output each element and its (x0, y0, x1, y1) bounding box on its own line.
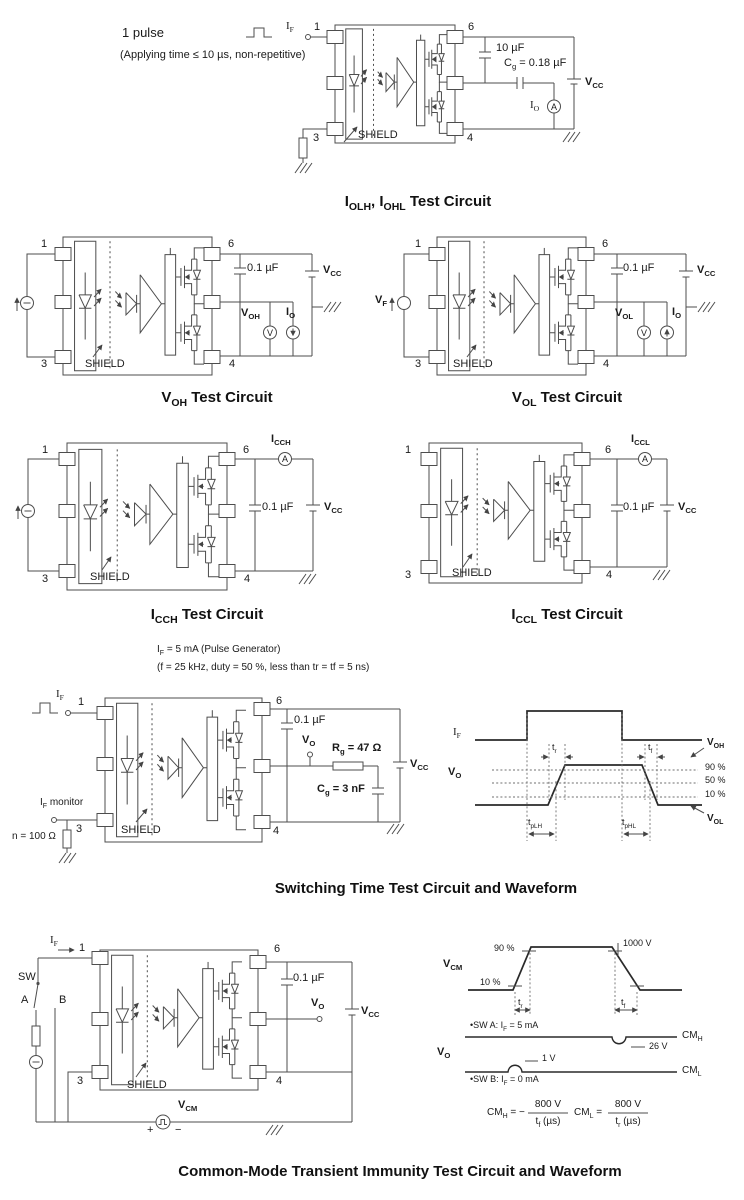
cm-cap-label: 0.1 µF (293, 972, 325, 984)
sw-rn-label: n = 100 Ω (12, 831, 56, 842)
icch-shield-label: SHIELD (90, 571, 130, 583)
vol-shield-label: SHIELD (453, 358, 493, 370)
c1-pin1-label: 1 (314, 21, 321, 33)
icch-circuit (18, 443, 320, 590)
cmwf-formula2-num: 800 V (614, 1099, 642, 1110)
c1-shield-label: SHIELD (358, 129, 398, 141)
sw-rg-label: $R_g = 47$ Ω (332, 742, 382, 757)
swwf-tf-label: $t_f$ (648, 742, 653, 755)
cm-vcm-label: $V_{CM}$ (178, 1099, 198, 1114)
swwf-tphl-label: $t_{pHL}$ (622, 817, 637, 830)
swwf-vo-label: $V_O$ (448, 766, 462, 781)
cmwf-formula1-lhs: $CM_H$ = − (487, 1107, 525, 1120)
vol-vcc-label: $V_{CC}$ (697, 264, 716, 279)
icch-pin4-label: 4 (244, 573, 251, 585)
voh-pin3-label: 3 (41, 358, 48, 370)
sw-vcc-label: $V_{CC}$ (410, 758, 429, 773)
sw-note-2: (f = 25 kHz, duty = 50 %, less than tr = tf = 5 ns) (157, 662, 370, 673)
iccl-shield-label: SHIELD (452, 567, 492, 579)
icch-vcc-label: $V_{CC}$ (324, 501, 343, 516)
swwf-if-label: $I_F$ (453, 726, 461, 741)
sw-if-label: $I_F$ (56, 688, 64, 703)
voh-vcc-label: $V_{CC}$ (323, 264, 342, 279)
vol-cap-label: 0.1 µF (623, 262, 655, 274)
iccl-pin6-label: 6 (605, 444, 612, 456)
icch-pin1-label: 1 (42, 444, 49, 456)
voh-shield-label: SHIELD (85, 358, 125, 370)
swwf-vol-label: $V_{OL}$ (707, 813, 724, 826)
cmwf-10-label: 10 % (480, 977, 501, 987)
swwf-50-label: 50 % (705, 775, 726, 785)
cm-minus-label: − (175, 1124, 182, 1136)
iccl-title: $I_{CCL}$ Test Circuit (511, 606, 623, 626)
cm-plus-label: + (147, 1124, 154, 1136)
voh-cap-label: 0.1 µF (247, 262, 279, 274)
vol-pin4-label: 4 (603, 358, 610, 370)
vol-pin6-label: 6 (602, 238, 609, 250)
cmwf-formula2-den: $t_r$ (µs) (615, 1116, 641, 1129)
icch-icc-label: $I_{CCH}$ (271, 433, 291, 448)
cm-vo-label: $V_O$ (311, 997, 325, 1012)
cmwf-swa-label: •SW A: $I_F = 5$ mA (470, 1020, 539, 1033)
iccl-cap-label: 0.1 µF (623, 501, 655, 513)
vol-io-label: $I_O$ (672, 306, 682, 321)
sw-note-1: $I_F = 5$ mA (Pulse Generator) (157, 644, 281, 657)
iccl-icc-label: $I_{CCL}$ (631, 433, 650, 448)
swwf-10-label: 10 % (705, 789, 726, 799)
c1-pin6-label: 6 (468, 21, 475, 33)
vol-voltmeter-icon: V (640, 328, 648, 338)
voh-vout-label: $V_{OH}$ (241, 307, 260, 322)
sw-shield-label: SHIELD (121, 824, 161, 836)
voh-pin4-label: 4 (229, 358, 236, 370)
cmwf-90-label: 90 % (494, 943, 515, 953)
c1-io-label: $I_O$ (530, 99, 540, 114)
iccl-vcc-label: $V_{CC}$ (678, 501, 697, 516)
sw-pin1-label: 1 (78, 696, 85, 708)
switching-waveform (475, 711, 704, 841)
cmwf-formula2-lhs: $CM_L$ = (574, 1107, 603, 1120)
voh-pin6-label: 6 (228, 238, 235, 250)
sw-pin4-label: 4 (273, 825, 280, 837)
vol-circuit (392, 237, 715, 375)
c1-cap1-label: 10 µF (496, 42, 525, 54)
c1-ammeter-icon: A (550, 102, 558, 112)
vol-vf-label: $V_F$ (375, 294, 388, 309)
iccl-pin1-label: 1 (405, 444, 412, 456)
pulse-note-1: 1 pulse (122, 25, 164, 40)
cmwf-tr-label: $t_r$ (518, 997, 523, 1010)
switching-circuit (32, 698, 407, 863)
cmwf-tf-label: $t_f$ (621, 997, 626, 1010)
c1-pin4-label: 4 (467, 132, 474, 144)
c1-pin3-label: 3 (313, 132, 320, 144)
cm-shield-label: SHIELD (127, 1079, 167, 1091)
swwf-90-label: 90 % (705, 762, 726, 772)
sw-cap-label: 0.1 µF (294, 714, 326, 726)
c1-vcc-label: $V_{CC}$ (585, 76, 604, 91)
cmwf-vo-label: $V_O$ (437, 1046, 451, 1061)
cm-pin3-label: 3 (77, 1075, 84, 1087)
icch-ammeter-icon: A (281, 454, 289, 464)
iolh-title: $I_{OLH}$, $I_{OHL}$ Test Circuit (344, 193, 492, 213)
cmwf-26v-label: 26 V (649, 1041, 668, 1051)
cm-a-label: A (21, 994, 29, 1006)
cmwf-1v-label: 1 V (542, 1053, 556, 1063)
voh-pin1-label: 1 (41, 238, 48, 250)
sw-cg-label: $C_g = 3$ nF (317, 783, 365, 798)
cm-b-label: B (59, 994, 67, 1006)
cmwf-cmh-label: $CM_H$ (682, 1030, 703, 1043)
voh-voltmeter-icon: V (266, 328, 274, 338)
cmwf-cml-label: $CM_L$ (682, 1065, 702, 1078)
cm-pin6-label: 6 (274, 943, 281, 955)
iccl-pin3-label: 3 (405, 569, 412, 581)
c1-cap2-label: $C_g = 0.18$ µF (504, 57, 567, 72)
sw-vo-label: $V_O$ (302, 734, 316, 749)
cmwf-vcm-label: $V_{CM}$ (443, 958, 463, 973)
vol-title: $V_{OL}$ Test Circuit (511, 389, 623, 409)
swwf-tr-label: $t_r$ (552, 742, 557, 755)
iccl-ammeter-icon: A (641, 454, 649, 464)
switching-title: Switching Time Test Circuit and Waveform (274, 880, 578, 897)
vol-pin1-label: 1 (415, 238, 422, 250)
iccl-pin4-label: 4 (606, 569, 613, 581)
cmwf-formula1-num: 800 V (534, 1099, 562, 1110)
c1-if-label: $I_F$ (286, 20, 294, 35)
voh-io-label: $I_O$ (286, 306, 296, 321)
sw-ifmon-label: $I_F$ monitor (40, 797, 84, 810)
icch-pin3-label: 3 (42, 573, 49, 585)
sw-pin6-label: 6 (276, 695, 283, 707)
icch-title: $I_{CCH}$ Test Circuit (150, 606, 264, 626)
swwf-voh-label: $V_{OH}$ (707, 737, 725, 750)
cmwf-1000v-label: 1000 V (623, 938, 652, 948)
cmwf-swb-label: •SW B: $I_F = 0$ mA (470, 1074, 539, 1087)
vol-vout-label: $V_{OL}$ (615, 307, 634, 322)
cm-if-label: $I_F$ (50, 934, 58, 949)
voh-title: $V_{OH}$ Test Circuit (161, 389, 273, 409)
cm-pin4-label: 4 (276, 1075, 283, 1087)
sw-pin3-label: 3 (76, 823, 83, 835)
cmwf-formula1-den: $t_f$ (µs) (535, 1116, 561, 1129)
pulse-note-2: (Applying time ≤ 10 µs, non-repetitive) (120, 49, 306, 61)
swwf-tplh-label: $t_{pLH}$ (528, 817, 543, 830)
common-mode-title: Common-Mode Transient Immunity Test Circuit and Waveform (178, 1163, 622, 1180)
cm-vcc-label: $V_{CC}$ (361, 1005, 380, 1020)
cm-pin1-label: 1 (79, 942, 86, 954)
cm-sw-label: SW (18, 971, 36, 983)
icch-pin6-label: 6 (243, 444, 250, 456)
vol-pin3-label: 3 (415, 358, 422, 370)
icch-cap-label: 0.1 µF (262, 501, 294, 513)
